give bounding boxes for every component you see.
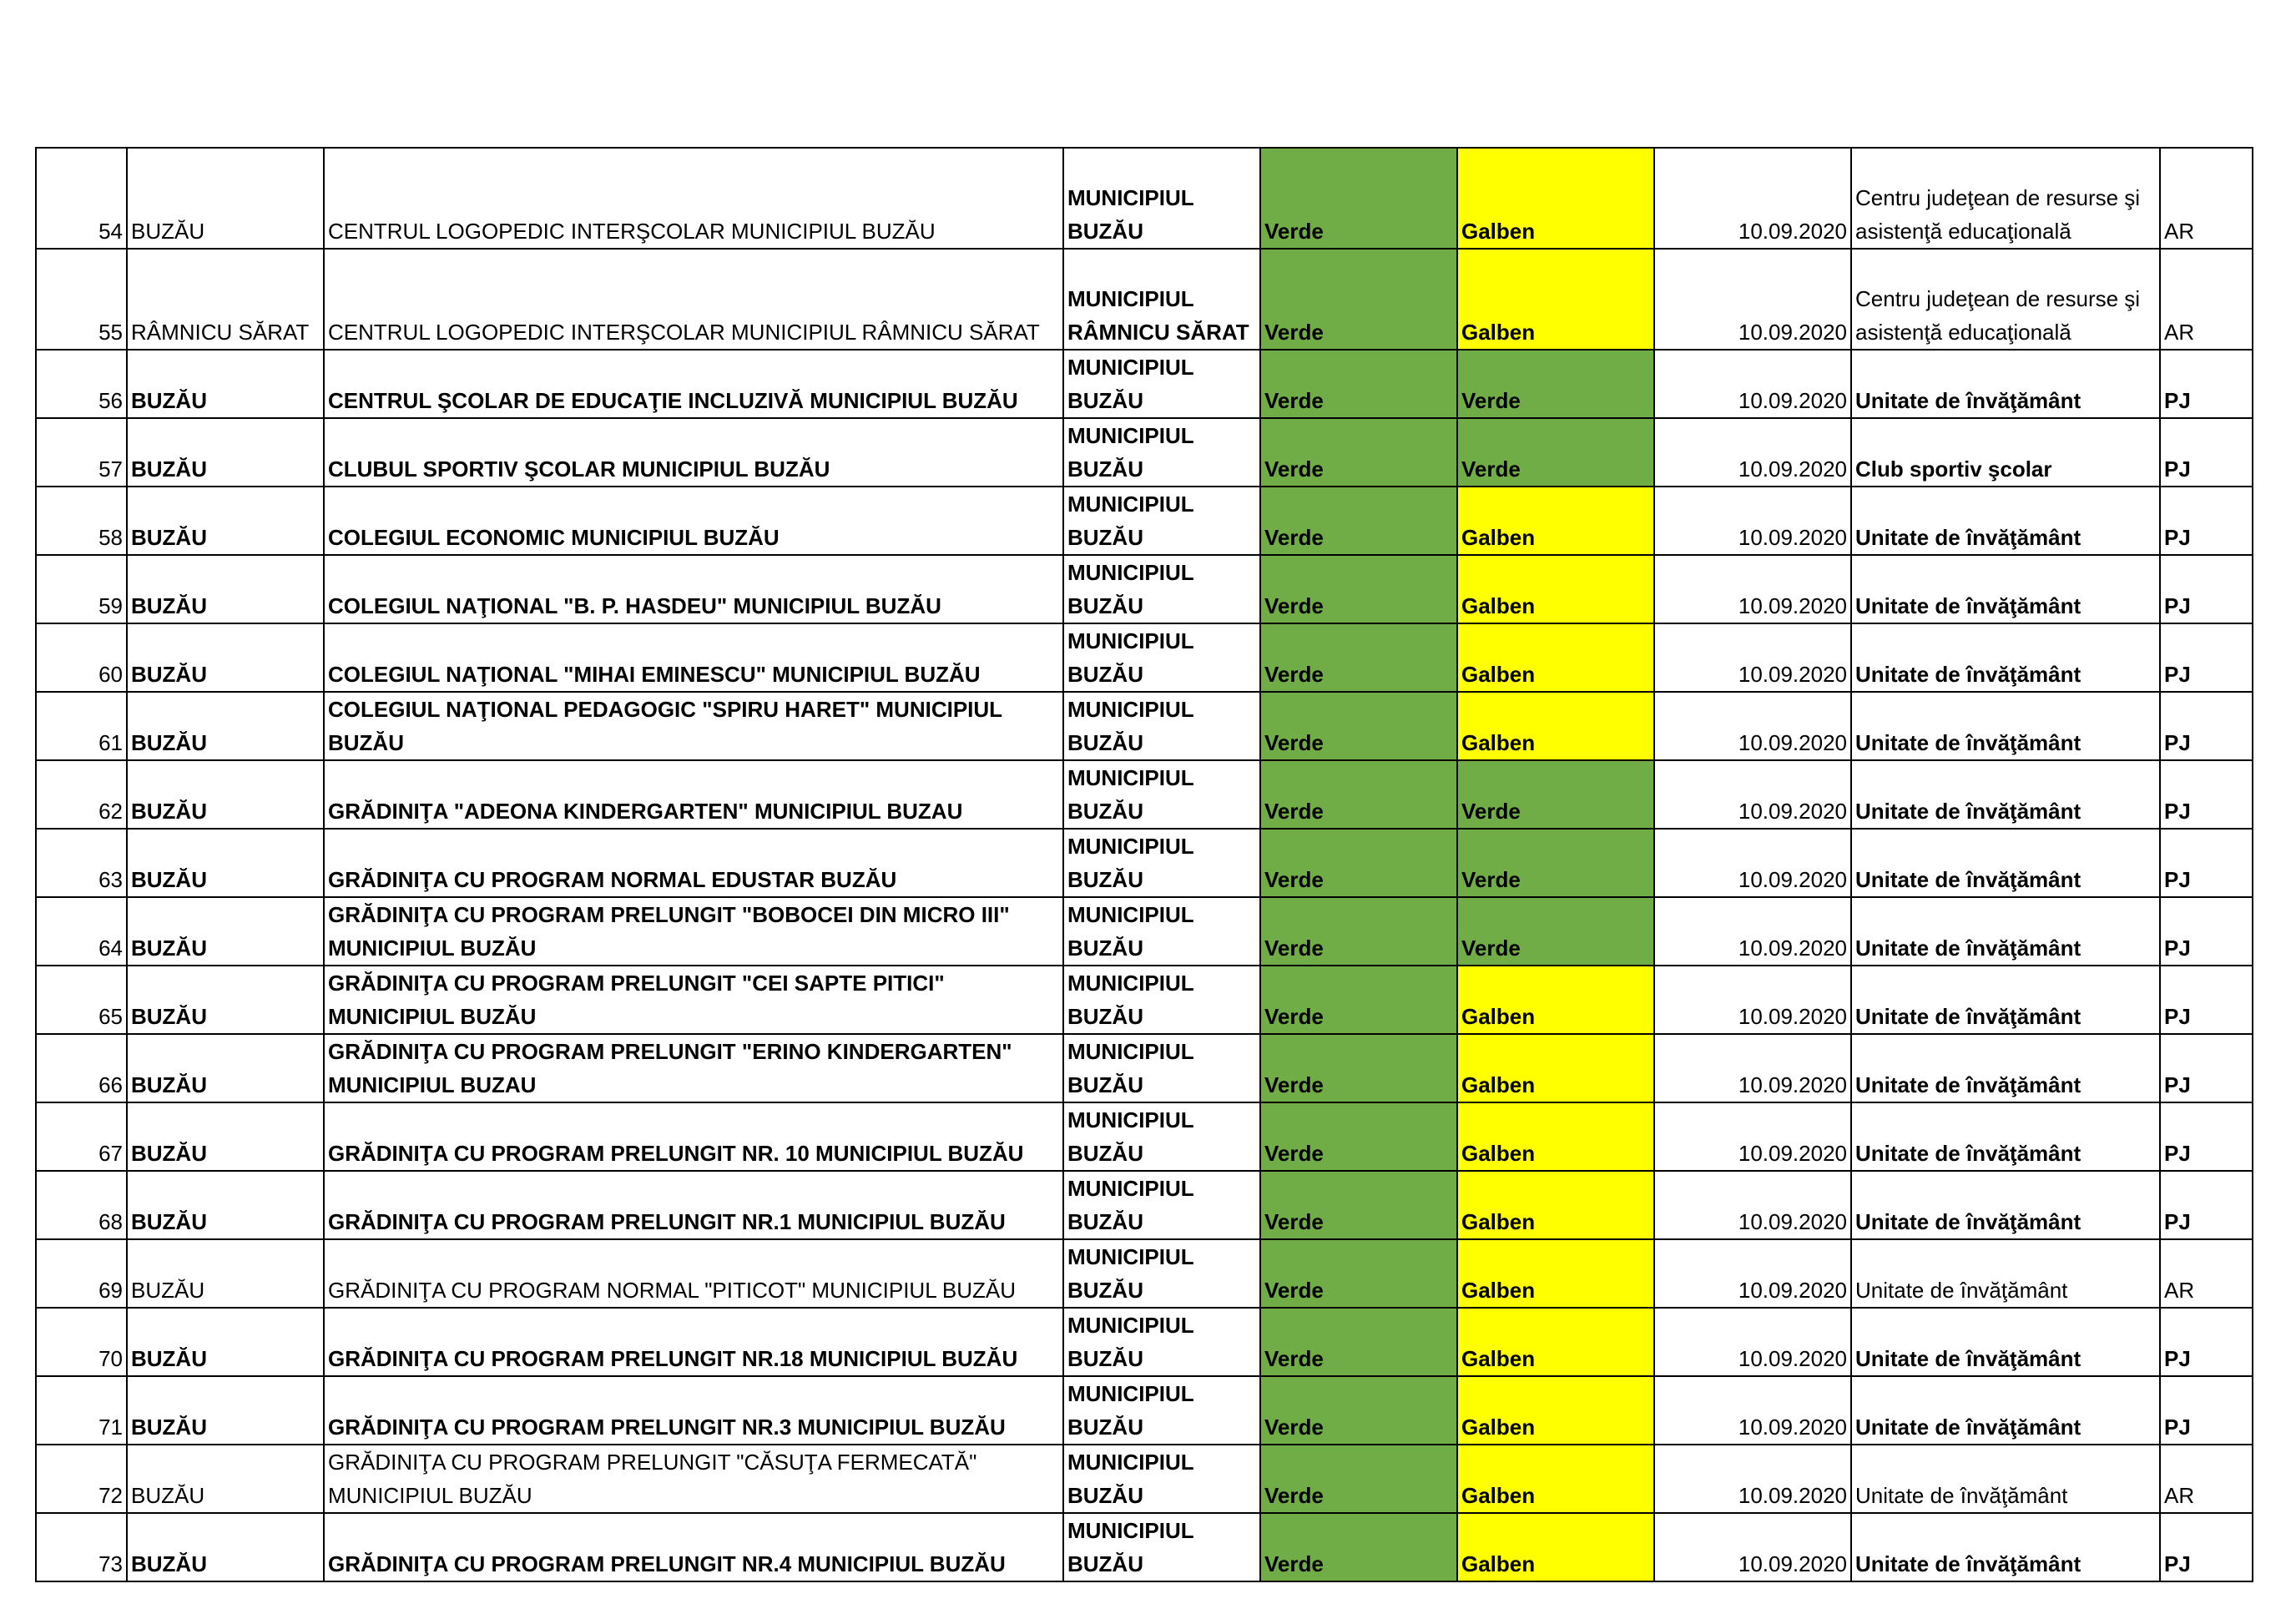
scenario-2-cell: Galben [1457, 1239, 1654, 1308]
table-row [36, 350, 2253, 418]
date-cell: 10.09.2020 [1654, 760, 1851, 829]
date-cell: 10.09.2020 [1654, 487, 1851, 555]
scenario-1-cell: Verde [1260, 1171, 1457, 1239]
row-number: 73 [36, 1513, 127, 1581]
county-cell: BUZĂU [127, 1034, 324, 1102]
legal-status-cell: AR [2160, 148, 2253, 249]
unit-type-cell: Centru judeţean de resurse şi asistenţă educaţională [1851, 148, 2160, 249]
county-cell: BUZĂU [127, 1102, 324, 1171]
school-name-cell: COLEGIUL NAŢIONAL PEDAGOGIC "SPIRU HARET" MUNICIPIUL BUZĂU [324, 692, 1063, 760]
county-cell: BUZĂU [127, 1445, 324, 1513]
table-row [36, 692, 2253, 760]
scenario-1-cell: Verde [1260, 487, 1457, 555]
row-number: 66 [36, 1034, 127, 1102]
table-row [36, 1034, 2253, 1102]
county-cell: RÂMNICU SĂRAT [127, 249, 324, 350]
table-row [36, 1445, 2253, 1513]
county-cell: BUZĂU [127, 148, 324, 249]
locality-cell: MUNICIPIUL BUZĂU [1063, 829, 1260, 897]
scenario-2-cell: Galben [1457, 1171, 1654, 1239]
locality-cell: MUNICIPIUL BUZĂU [1063, 418, 1260, 487]
school-name-cell: GRĂDINIŢA CU PROGRAM PRELUNGIT NR.18 MUNICIPIUL BUZĂU [324, 1308, 1063, 1376]
scenario-1-cell: Verde [1260, 623, 1457, 692]
unit-type-cell: Club sportiv şcolar [1851, 418, 2160, 487]
table-row [36, 829, 2253, 897]
table-row [36, 1308, 2253, 1376]
school-name-cell: GRĂDINIŢA "ADEONA KINDERGARTEN" MUNICIPIUL BUZAU [324, 760, 1063, 829]
row-number: 55 [36, 249, 127, 350]
table-row [36, 760, 2253, 829]
scenario-2-cell: Galben [1457, 692, 1654, 760]
row-number: 61 [36, 692, 127, 760]
legal-status-cell: PJ [2160, 487, 2253, 555]
school-name-cell: GRĂDINIŢA CU PROGRAM PRELUNGIT NR.3 MUNICIPIUL BUZĂU [324, 1376, 1063, 1445]
scenario-2-cell: Galben [1457, 1513, 1654, 1581]
school-name-cell: CENTRUL LOGOPEDIC INTERŞCOLAR MUNICIPIUL BUZĂU [324, 148, 1063, 249]
date-cell: 10.09.2020 [1654, 148, 1851, 249]
table-body [36, 148, 2253, 1581]
county-cell: BUZĂU [127, 1308, 324, 1376]
scenario-2-cell: Verde [1457, 829, 1654, 897]
scenario-2-cell: Galben [1457, 623, 1654, 692]
legal-status-cell: PJ [2160, 1308, 2253, 1376]
school-name-cell: GRĂDINIŢA CU PROGRAM PRELUNGIT "CEI SAPTE PITICI" MUNICIPIUL BUZĂU [324, 966, 1063, 1034]
scenario-1-cell: Verde [1260, 897, 1457, 966]
row-number: 69 [36, 1239, 127, 1308]
scenario-2-cell: Galben [1457, 487, 1654, 555]
county-cell: BUZĂU [127, 760, 324, 829]
school-name-cell: GRĂDINIŢA CU PROGRAM PRELUNGIT NR. 10 MUNICIPIUL BUZĂU [324, 1102, 1063, 1171]
locality-cell: MUNICIPIUL RÂMNICU SĂRAT [1063, 249, 1260, 350]
unit-type-cell: Unitate de învăţământ [1851, 1513, 2160, 1581]
unit-type-cell: Unitate de învăţământ [1851, 760, 2160, 829]
legal-status-cell: PJ [2160, 897, 2253, 966]
locality-cell: MUNICIPIUL BUZĂU [1063, 1513, 1260, 1581]
legal-status-cell: PJ [2160, 692, 2253, 760]
county-cell: BUZĂU [127, 692, 324, 760]
county-cell: BUZĂU [127, 487, 324, 555]
unit-type-cell: Unitate de învăţământ [1851, 350, 2160, 418]
school-name-cell: CLUBUL SPORTIV ŞCOLAR MUNICIPIUL BUZĂU [324, 418, 1063, 487]
county-cell: BUZĂU [127, 1513, 324, 1581]
school-name-cell: COLEGIUL ECONOMIC MUNICIPIUL BUZĂU [324, 487, 1063, 555]
legal-status-cell: AR [2160, 1239, 2253, 1308]
scenario-1-cell: Verde [1260, 1445, 1457, 1513]
row-number: 65 [36, 966, 127, 1034]
schools-table [35, 147, 2253, 1582]
scenario-1-cell: Verde [1260, 249, 1457, 350]
legal-status-cell: PJ [2160, 555, 2253, 623]
scenario-2-cell: Verde [1457, 350, 1654, 418]
scenario-2-cell: Galben [1457, 148, 1654, 249]
unit-type-cell: Unitate de învăţământ [1851, 1034, 2160, 1102]
unit-type-cell: Unitate de învăţământ [1851, 897, 2160, 966]
table-row [36, 623, 2253, 692]
locality-cell: MUNICIPIUL BUZĂU [1063, 1308, 1260, 1376]
locality-cell: MUNICIPIUL BUZĂU [1063, 966, 1260, 1034]
school-name-cell: COLEGIUL NAŢIONAL "B. P. HASDEU" MUNICIPIUL BUZĂU [324, 555, 1063, 623]
locality-cell: MUNICIPIUL BUZĂU [1063, 350, 1260, 418]
unit-type-cell: Unitate de învăţământ [1851, 487, 2160, 555]
scenario-2-cell: Galben [1457, 1102, 1654, 1171]
date-cell: 10.09.2020 [1654, 1239, 1851, 1308]
county-cell: BUZĂU [127, 1239, 324, 1308]
row-number: 64 [36, 897, 127, 966]
table-row [36, 148, 2253, 249]
school-name-cell: GRĂDINIŢA CU PROGRAM PRELUNGIT "BOBOCEI DIN MICRO III" MUNICIPIUL BUZĂU [324, 897, 1063, 966]
unit-type-cell: Unitate de învăţământ [1851, 623, 2160, 692]
locality-cell: MUNICIPIUL BUZĂU [1063, 760, 1260, 829]
county-cell: BUZĂU [127, 829, 324, 897]
legal-status-cell: PJ [2160, 623, 2253, 692]
table-row [36, 1171, 2253, 1239]
date-cell: 10.09.2020 [1654, 897, 1851, 966]
legal-status-cell: PJ [2160, 966, 2253, 1034]
locality-cell: MUNICIPIUL BUZĂU [1063, 1376, 1260, 1445]
row-number: 62 [36, 760, 127, 829]
scenario-1-cell: Verde [1260, 966, 1457, 1034]
row-number: 63 [36, 829, 127, 897]
locality-cell: MUNICIPIUL BUZĂU [1063, 692, 1260, 760]
county-cell: BUZĂU [127, 966, 324, 1034]
date-cell: 10.09.2020 [1654, 350, 1851, 418]
school-name-cell: COLEGIUL NAŢIONAL "MIHAI EMINESCU" MUNICIPIUL BUZĂU [324, 623, 1063, 692]
date-cell: 10.09.2020 [1654, 1513, 1851, 1581]
unit-type-cell: Unitate de învăţământ [1851, 1308, 2160, 1376]
locality-cell: MUNICIPIUL BUZĂU [1063, 1102, 1260, 1171]
county-cell: BUZĂU [127, 897, 324, 966]
date-cell: 10.09.2020 [1654, 1308, 1851, 1376]
legal-status-cell: PJ [2160, 829, 2253, 897]
locality-cell: MUNICIPIUL BUZĂU [1063, 1239, 1260, 1308]
scenario-2-cell: Galben [1457, 1034, 1654, 1102]
locality-cell: MUNICIPIUL BUZĂU [1063, 623, 1260, 692]
school-name-cell: CENTRUL ŞCOLAR DE EDUCAŢIE INCLUZIVĂ MUNICIPIUL BUZĂU [324, 350, 1063, 418]
unit-type-cell: Unitate de învăţământ [1851, 1171, 2160, 1239]
legal-status-cell: PJ [2160, 1513, 2253, 1581]
date-cell: 10.09.2020 [1654, 1445, 1851, 1513]
legal-status-cell: AR [2160, 249, 2253, 350]
locality-cell: MUNICIPIUL BUZĂU [1063, 897, 1260, 966]
locality-cell: MUNICIPIUL BUZĂU [1063, 1034, 1260, 1102]
locality-cell: MUNICIPIUL BUZĂU [1063, 487, 1260, 555]
scenario-1-cell: Verde [1260, 1034, 1457, 1102]
locality-cell: MUNICIPIUL BUZĂU [1063, 148, 1260, 249]
row-number: 71 [36, 1376, 127, 1445]
scenario-1-cell: Verde [1260, 760, 1457, 829]
school-name-cell: GRĂDINIŢA CU PROGRAM NORMAL EDUSTAR BUZĂU [324, 829, 1063, 897]
legal-status-cell: PJ [2160, 418, 2253, 487]
county-cell: BUZĂU [127, 350, 324, 418]
row-number: 70 [36, 1308, 127, 1376]
scenario-1-cell: Verde [1260, 350, 1457, 418]
date-cell: 10.09.2020 [1654, 1171, 1851, 1239]
row-number: 56 [36, 350, 127, 418]
scenario-2-cell: Galben [1457, 1376, 1654, 1445]
date-cell: 10.09.2020 [1654, 418, 1851, 487]
county-cell: BUZĂU [127, 555, 324, 623]
county-cell: BUZĂU [127, 1171, 324, 1239]
scenario-1-cell: Verde [1260, 1308, 1457, 1376]
legal-status-cell: PJ [2160, 760, 2253, 829]
unit-type-cell: Centru judeţean de resurse şi asistenţă educaţională [1851, 249, 2160, 350]
scenario-1-cell: Verde [1260, 418, 1457, 487]
table-row [36, 1102, 2253, 1171]
row-number: 68 [36, 1171, 127, 1239]
date-cell: 10.09.2020 [1654, 555, 1851, 623]
table-row [36, 418, 2253, 487]
locality-cell: MUNICIPIUL BUZĂU [1063, 1171, 1260, 1239]
unit-type-cell: Unitate de învăţământ [1851, 1239, 2160, 1308]
scenario-1-cell: Verde [1260, 555, 1457, 623]
row-number: 57 [36, 418, 127, 487]
school-name-cell: GRĂDINIŢA CU PROGRAM PRELUNGIT NR.1 MUNICIPIUL BUZĂU [324, 1171, 1063, 1239]
table-row [36, 555, 2253, 623]
locality-cell: MUNICIPIUL BUZĂU [1063, 555, 1260, 623]
unit-type-cell: Unitate de învăţământ [1851, 555, 2160, 623]
date-cell: 10.09.2020 [1654, 966, 1851, 1034]
unit-type-cell: Unitate de învăţământ [1851, 1102, 2160, 1171]
scenario-2-cell: Verde [1457, 760, 1654, 829]
scenario-2-cell: Verde [1457, 897, 1654, 966]
scenario-1-cell: Verde [1260, 1102, 1457, 1171]
row-number: 60 [36, 623, 127, 692]
school-name-cell: CENTRUL LOGOPEDIC INTERŞCOLAR MUNICIPIUL RÂMNICU SĂRAT [324, 249, 1063, 350]
row-number: 59 [36, 555, 127, 623]
county-cell: BUZĂU [127, 418, 324, 487]
legal-status-cell: PJ [2160, 350, 2253, 418]
table-row [36, 1513, 2253, 1581]
table-row [36, 1239, 2253, 1308]
scenario-1-cell: Verde [1260, 1376, 1457, 1445]
table-row [36, 897, 2253, 966]
date-cell: 10.09.2020 [1654, 829, 1851, 897]
date-cell: 10.09.2020 [1654, 623, 1851, 692]
county-cell: BUZĂU [127, 623, 324, 692]
unit-type-cell: Unitate de învăţământ [1851, 1376, 2160, 1445]
legal-status-cell: PJ [2160, 1034, 2253, 1102]
date-cell: 10.09.2020 [1654, 1376, 1851, 1445]
scenario-1-cell: Verde [1260, 692, 1457, 760]
scenario-1-cell: Verde [1260, 1239, 1457, 1308]
date-cell: 10.09.2020 [1654, 1102, 1851, 1171]
unit-type-cell: Unitate de învăţământ [1851, 1445, 2160, 1513]
legal-status-cell: PJ [2160, 1102, 2253, 1171]
scenario-1-cell: Verde [1260, 148, 1457, 249]
scenario-2-cell: Galben [1457, 966, 1654, 1034]
legal-status-cell: PJ [2160, 1171, 2253, 1239]
row-number: 72 [36, 1445, 127, 1513]
county-cell: BUZĂU [127, 1376, 324, 1445]
scenario-1-cell: Verde [1260, 829, 1457, 897]
locality-cell: MUNICIPIUL BUZĂU [1063, 1445, 1260, 1513]
scenario-2-cell: Galben [1457, 555, 1654, 623]
school-name-cell: GRĂDINIŢA CU PROGRAM PRELUNGIT NR.4 MUNICIPIUL BUZĂU [324, 1513, 1063, 1581]
school-name-cell: GRĂDINIŢA CU PROGRAM NORMAL "PITICOT" MUNICIPIUL BUZĂU [324, 1239, 1063, 1308]
unit-type-cell: Unitate de învăţământ [1851, 829, 2160, 897]
table-row [36, 487, 2253, 555]
unit-type-cell: Unitate de învăţământ [1851, 966, 2160, 1034]
scenario-1-cell: Verde [1260, 1513, 1457, 1581]
scenario-2-cell: Verde [1457, 418, 1654, 487]
school-name-cell: GRĂDINIŢA CU PROGRAM PRELUNGIT "ERINO KINDERGARTEN" MUNICIPIUL BUZAU [324, 1034, 1063, 1102]
date-cell: 10.09.2020 [1654, 1034, 1851, 1102]
table-row [36, 249, 2253, 350]
scenario-2-cell: Galben [1457, 1445, 1654, 1513]
legal-status-cell: AR [2160, 1445, 2253, 1513]
unit-type-cell: Unitate de învăţământ [1851, 692, 2160, 760]
date-cell: 10.09.2020 [1654, 249, 1851, 350]
table-row [36, 1376, 2253, 1445]
table-row [36, 966, 2253, 1034]
row-number: 58 [36, 487, 127, 555]
scenario-2-cell: Galben [1457, 249, 1654, 350]
date-cell: 10.09.2020 [1654, 692, 1851, 760]
scenario-2-cell: Galben [1457, 1308, 1654, 1376]
row-number: 67 [36, 1102, 127, 1171]
row-number: 54 [36, 148, 127, 249]
legal-status-cell: PJ [2160, 1376, 2253, 1445]
school-name-cell: GRĂDINIŢA CU PROGRAM PRELUNGIT "CĂSUŢA FERMECATĂ" MUNICIPIUL BUZĂU [324, 1445, 1063, 1513]
